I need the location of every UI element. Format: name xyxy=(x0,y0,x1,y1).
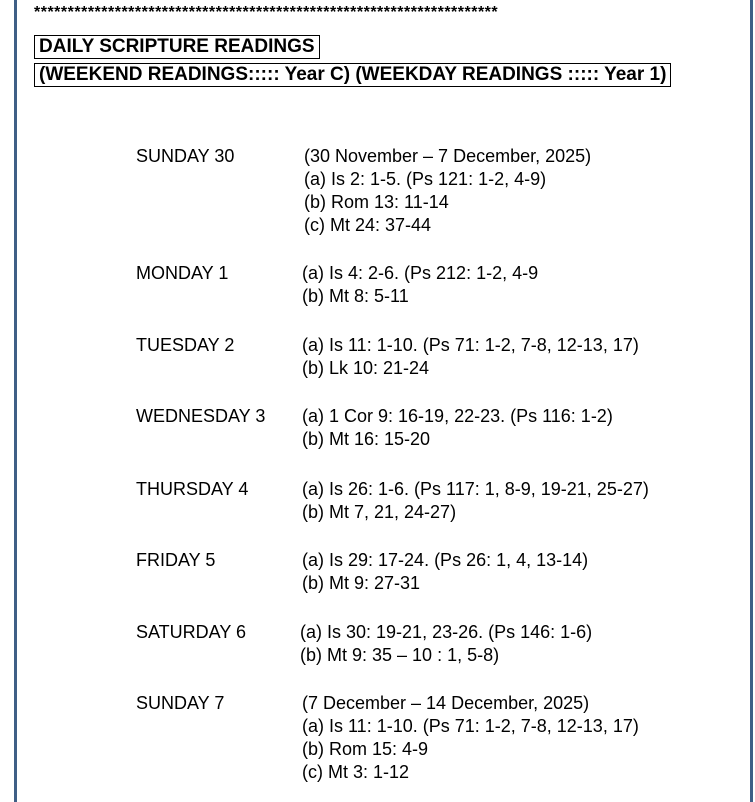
reading-line: (b) Mt 9: 27-31 xyxy=(302,573,421,593)
reading-line: (a) Is 29: 17-24. (Ps 26: 1, 4, 13-14) xyxy=(302,550,589,570)
reading-line: (b) Mt 8: 5-11 xyxy=(302,286,409,306)
reading-line: (b) Rom 13: 11-14 xyxy=(304,192,449,212)
reading-line: (b) Mt 7, 21, 24-27) xyxy=(302,502,457,522)
day-label: SUNDAY 30 xyxy=(136,146,235,166)
reading-line: (a) Is 2: 1-5. (Ps 121: 1-2, 4-9) xyxy=(304,169,547,189)
day-label: THURSDAY 4 xyxy=(136,479,249,499)
reading-line: (c) Mt 3: 1-12 xyxy=(302,762,410,782)
reading-line: (b) Lk 10: 21-24 xyxy=(302,358,430,378)
reading-line: (7 December – 14 December, 2025) xyxy=(302,693,590,713)
reading-line: (a) Is 30: 19-21, 23-26. (Ps 146: 1-6) xyxy=(300,622,593,642)
reading-line: (30 November – 7 December, 2025) xyxy=(304,146,592,166)
day-label: TUESDAY 2 xyxy=(136,335,235,355)
day-label: FRIDAY 5 xyxy=(136,550,216,570)
reading-line: (a) 1 Cor 9: 16-19, 22-23. (Ps 116: 1-2) xyxy=(302,406,613,426)
day-label: SUNDAY 7 xyxy=(136,693,225,713)
reading-line: (a) Is 11: 1-10. (Ps 71: 1-2, 7-8, 12-13, 17) xyxy=(302,716,639,736)
day-label: SATURDAY 6 xyxy=(136,622,247,642)
reading-line: (a) Is 4: 2-6. (Ps 212: 1-2, 4-9 xyxy=(302,263,539,283)
page-frame-left xyxy=(14,0,17,802)
page-subtitle: (WEEKEND READINGS::::: Year C) (WEEKDAY READINGS ::::: Year 1) xyxy=(34,63,671,87)
page-title: DAILY SCRIPTURE READINGS xyxy=(34,35,320,59)
reading-line: (a) Is 11: 1-10. (Ps 71: 1-2, 7-8, 12-13, 17) xyxy=(302,335,639,355)
page-frame-right xyxy=(750,0,753,802)
reading-line: (a) Is 26: 1-6. (Ps 117: 1, 8-9, 19-21, 25-27) xyxy=(302,479,649,499)
day-label: MONDAY 1 xyxy=(136,263,229,283)
star-divider: ********************************************************************* xyxy=(34,4,499,21)
reading-line: (b) Mt 9: 35 – 10 : 1, 5-8) xyxy=(300,645,500,665)
reading-line: (c) Mt 24: 37-44 xyxy=(304,215,432,235)
reading-line: (b) Mt 16: 15-20 xyxy=(302,429,431,449)
reading-line: (b) Rom 15: 4-9 xyxy=(302,739,429,759)
day-label: WEDNESDAY 3 xyxy=(136,406,266,426)
